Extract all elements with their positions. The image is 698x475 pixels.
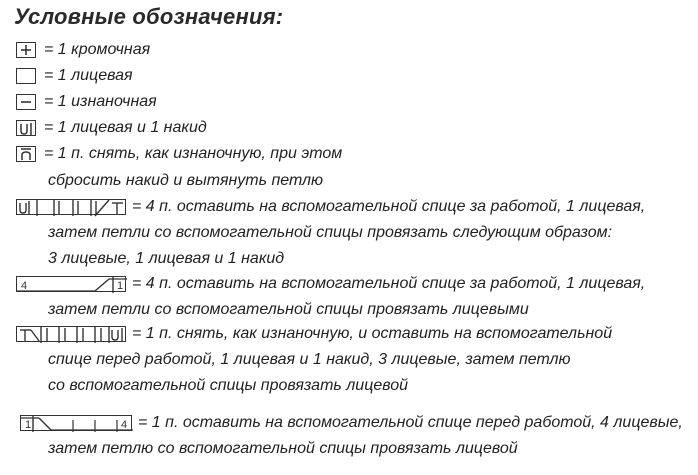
svg-text:1: 1 [25, 419, 32, 431]
cable-1-front-symbol [16, 326, 126, 342]
legend-text-cable1-2: спице перед работой, 1 лицевая и 1 накид, 3 лицевые, затем петлю [48, 351, 571, 368]
cable-4-1-icon [17, 277, 127, 293]
legend-text-knit-yarnover: = 1 лицевая и 1 накид [44, 119, 207, 136]
knit-yarnover-symbol [16, 120, 36, 136]
purl-symbol [16, 94, 36, 110]
edge-stitch-symbol [16, 42, 36, 58]
legend-text-cable4-1: = 4 п. оставить на вспомогательной спице за работой, 1 лицевая, [132, 198, 646, 215]
legend-text-purl: = 1 изнаночная [44, 93, 157, 110]
cable-4-1-symbol [16, 276, 126, 292]
plus-icon [17, 43, 37, 59]
cable-1-4-icon [21, 416, 133, 432]
svg-text:4: 4 [121, 419, 128, 431]
legend-text-cable14-1: = 1 п. оставить на вспомогательной спице перед работой, 4 лицевые, [138, 414, 683, 431]
legend-text-cable14-2: затем петлю со вспомогательной спицы провязать лицевой [48, 440, 518, 457]
legend-text-cable1-1: = 1 п. снять, как изнаночную, и оставить на вспомогательной [132, 325, 613, 342]
legend-title: Условные обозначения: [14, 4, 284, 29]
legend-text-cable4-2: затем петли со вспомогательной спицы провязать следующим образом: [48, 224, 613, 241]
legend-text-slip-1: = 1 п. снять, как изнаночную, при этом [44, 145, 343, 162]
legend-text-cable41-2: затем петли со вспомогательной спицы провязать лицевыми [48, 301, 529, 318]
svg-text:1: 1 [117, 280, 124, 292]
knit-symbol [16, 68, 36, 84]
cable-front-icon [17, 327, 127, 343]
legend-text-edge: = 1 кромочная [44, 41, 151, 58]
cable-1-4-symbol [20, 415, 132, 431]
legend-text-cable1-3: со вспомогательной спицы провязать лицевой [48, 377, 409, 394]
cable-icon [17, 200, 127, 216]
dash-icon [17, 95, 37, 111]
legend-text-cable41-1: = 4 п. оставить на вспомогательной спице за работой, 1 лицевая, [132, 275, 646, 292]
legend-text-slip-2: сбросить накид и вытянуть петлю [48, 172, 324, 189]
legend-text-cable4-3: 3 лицевые, 1 лицевая и 1 накид [48, 250, 285, 267]
legend-text-knit: = 1 лицевая [44, 67, 133, 84]
yarnover-icon [17, 121, 37, 137]
cable-4-back-symbol [16, 199, 126, 215]
slip-icon [17, 147, 37, 163]
svg-text:4: 4 [21, 280, 28, 292]
slip-symbol [16, 146, 36, 162]
